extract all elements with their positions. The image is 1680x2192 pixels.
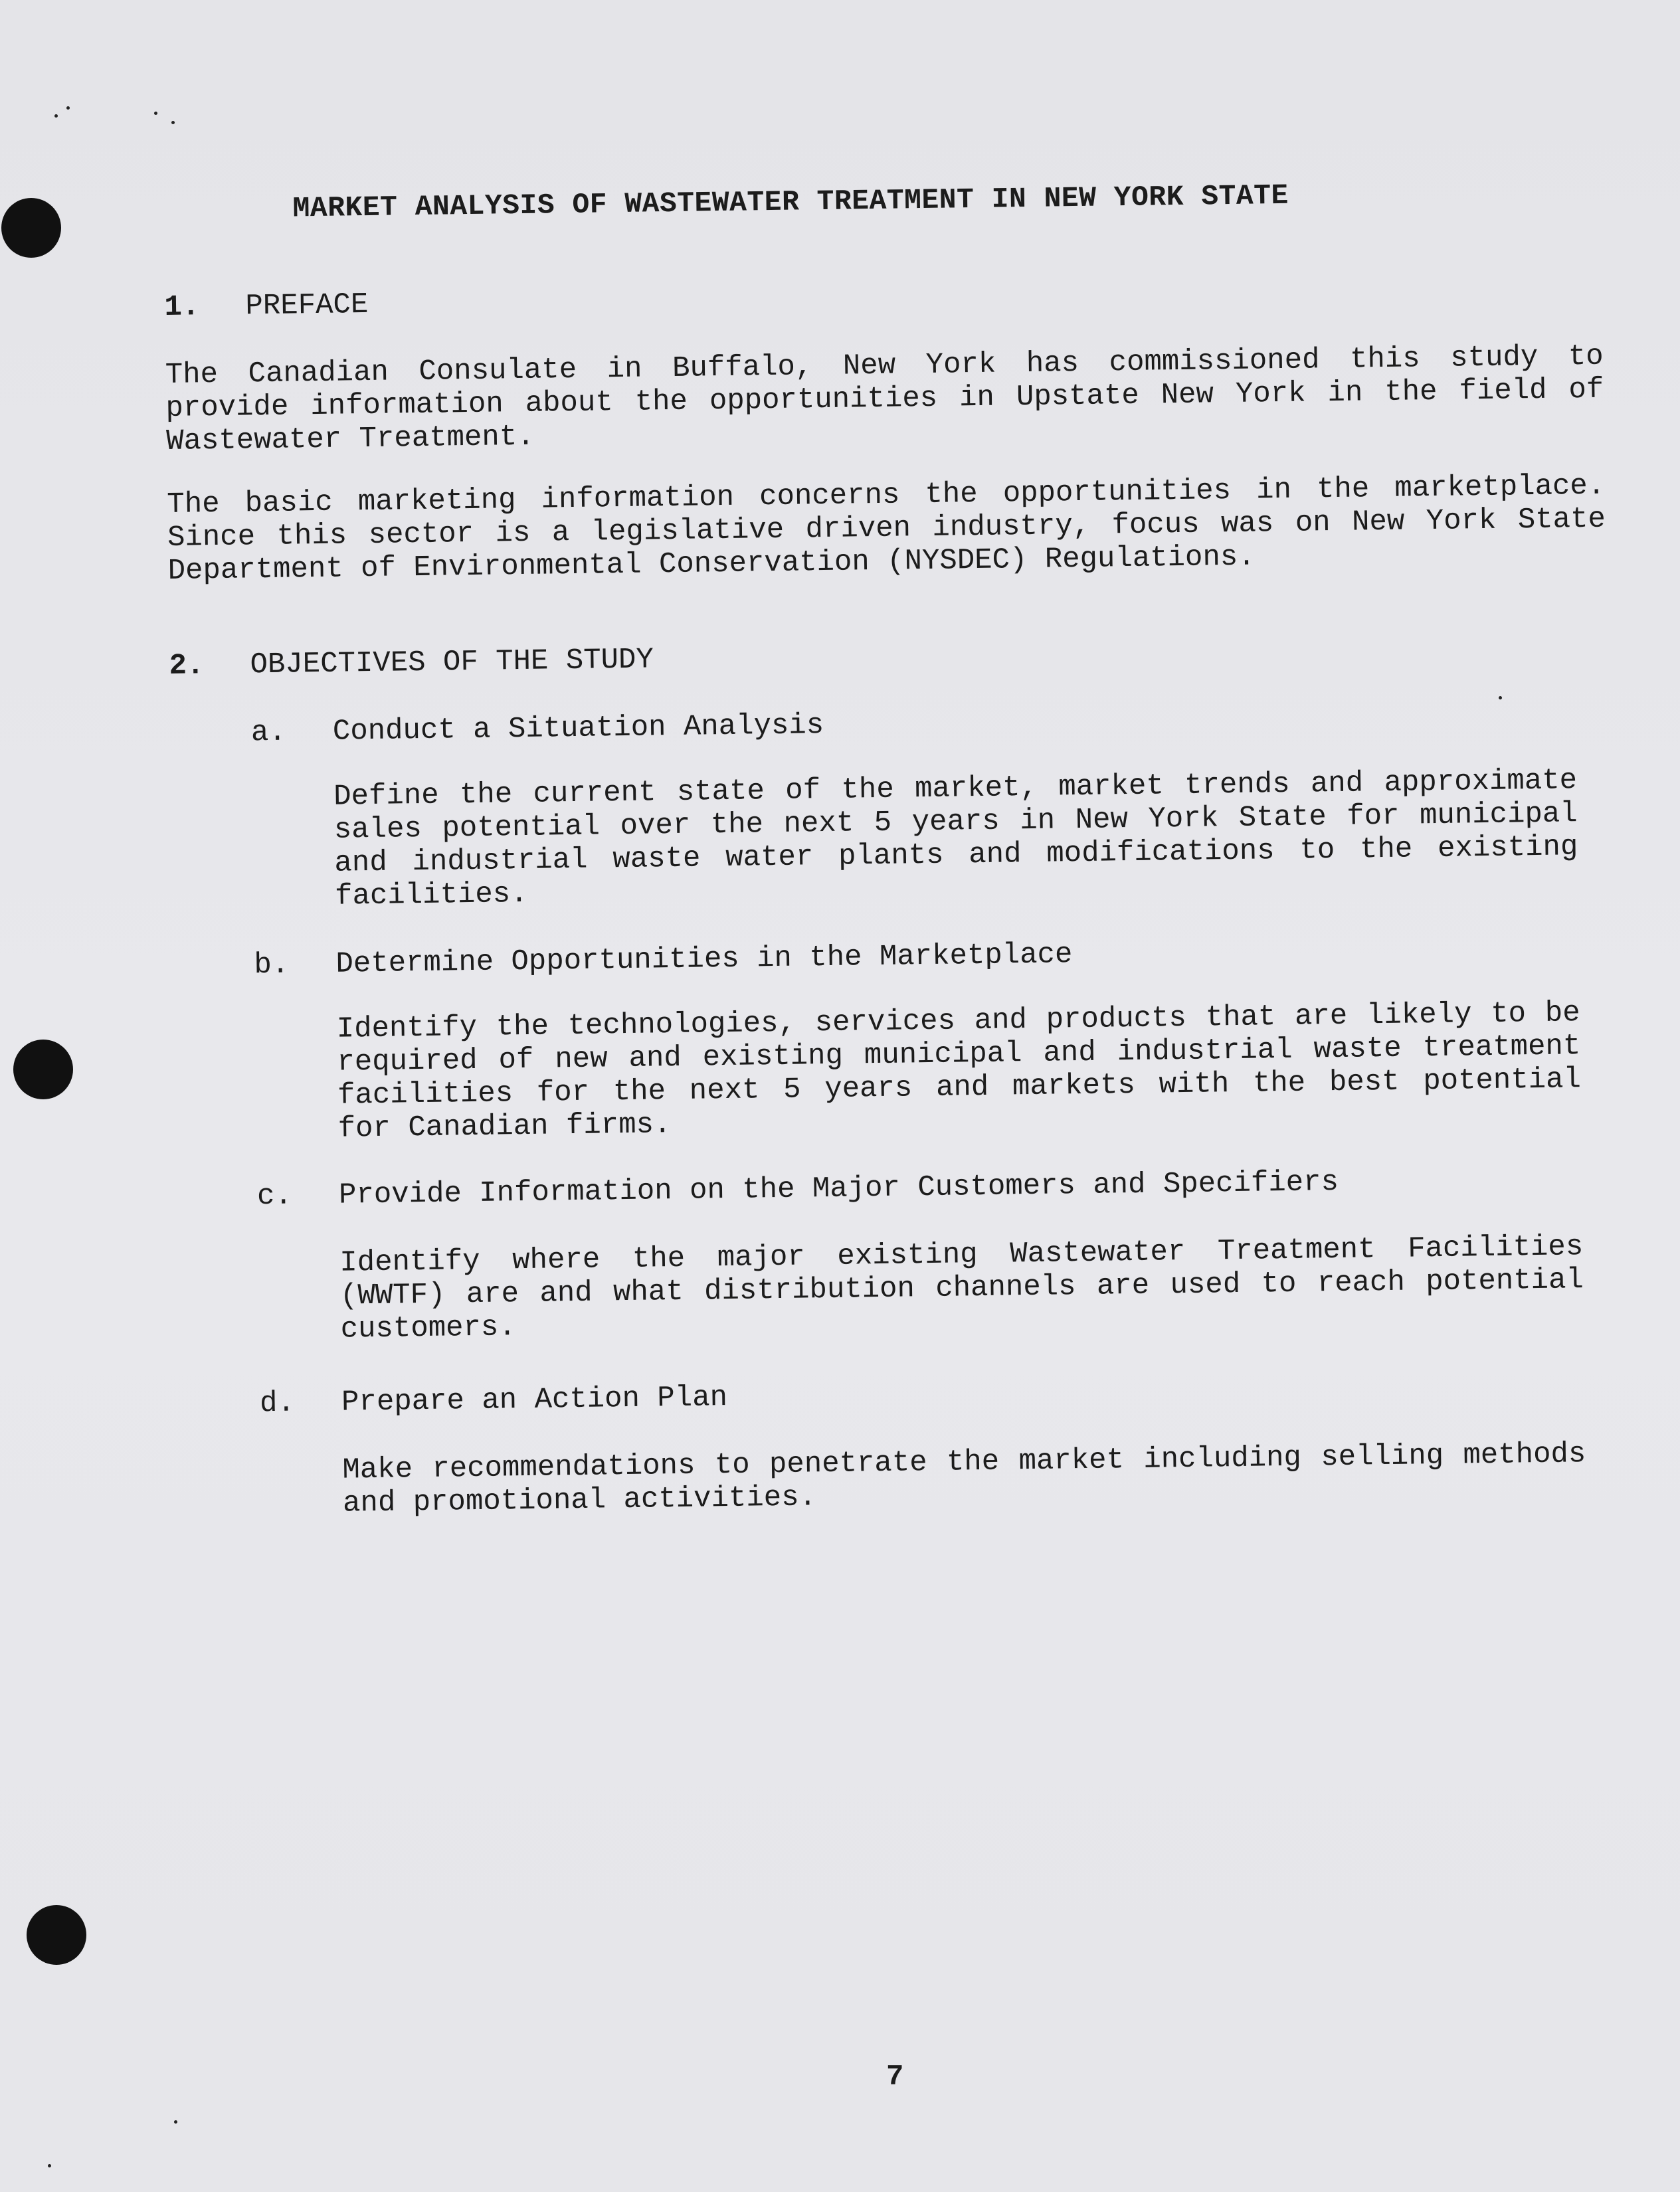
punch-hole-top bbox=[1, 198, 61, 258]
objective-text: Identify where the major existing Wastewater Treatment Facilities (WWTF) are and what distribution channels are used to reach potential customers. bbox=[339, 1230, 1584, 1346]
document-title: MARKET ANALYSIS OF WASTEWATER TREATMENT IN NEW YORK STATE bbox=[292, 179, 1289, 225]
punch-hole-bottom bbox=[27, 1905, 86, 1965]
objective-letter: a. bbox=[250, 715, 287, 750]
objective-title: Determine Opportunities in the Marketplace bbox=[335, 938, 1073, 981]
objective-text: Make recommendations to penetrate the market including selling methods and promotional activities. bbox=[342, 1437, 1586, 1520]
objective-title: Prepare an Action Plan bbox=[341, 1381, 728, 1419]
preface-paragraph: The Canadian Consulate in Buffalo, New York has commissioned this study to provide information about the opportunities in Upstate New York in the field of Wastewater Treatment. bbox=[165, 339, 1604, 458]
scan-speck bbox=[66, 106, 70, 110]
objective-text: Define the current state of the market, market trends and approximate sales potential over the next 5 years in New York State for municipal and industrial waste water plants and modifications to the existing facilities. bbox=[333, 764, 1578, 913]
objective-title: Provide Information on the Major Customers and Specifiers bbox=[338, 1165, 1339, 1212]
document-body bbox=[163, 161, 1606, 1520]
section-number: 1. bbox=[164, 290, 200, 324]
scan-speck bbox=[1499, 696, 1502, 699]
preface-paragraph: The basic marketing information concerns the opportunities in the marketplace. Since this sector is a legislative driven industry, focus was on New York State Department of Environmental Conservation (NYSDEC) Regulations. bbox=[167, 469, 1606, 588]
section-title-objectives: OBJECTIVES OF THE STUDY bbox=[250, 643, 654, 682]
scan-speck bbox=[171, 121, 175, 124]
objective-letter: c. bbox=[256, 1179, 293, 1214]
punch-hole-middle bbox=[13, 1040, 73, 1099]
objective-letter: d. bbox=[259, 1386, 296, 1421]
objective-letter: b. bbox=[254, 948, 290, 982]
scan-speck bbox=[48, 2164, 51, 2167]
scan-speck bbox=[54, 114, 58, 118]
scan-speck bbox=[154, 112, 157, 115]
objective-title: Conduct a Situation Analysis bbox=[332, 709, 824, 749]
scan-speck bbox=[174, 2120, 177, 2124]
section-title-preface: PREFACE bbox=[245, 288, 369, 323]
page-number: 7 bbox=[886, 2060, 904, 2094]
objective-text: Identify the technologies, services and products that are likely to be required of new and existing municipal and industrial waste treatment facilities for the next 5 years and markets with the best potential for Canadian firms. bbox=[336, 996, 1582, 1146]
section-number: 2. bbox=[169, 649, 205, 683]
